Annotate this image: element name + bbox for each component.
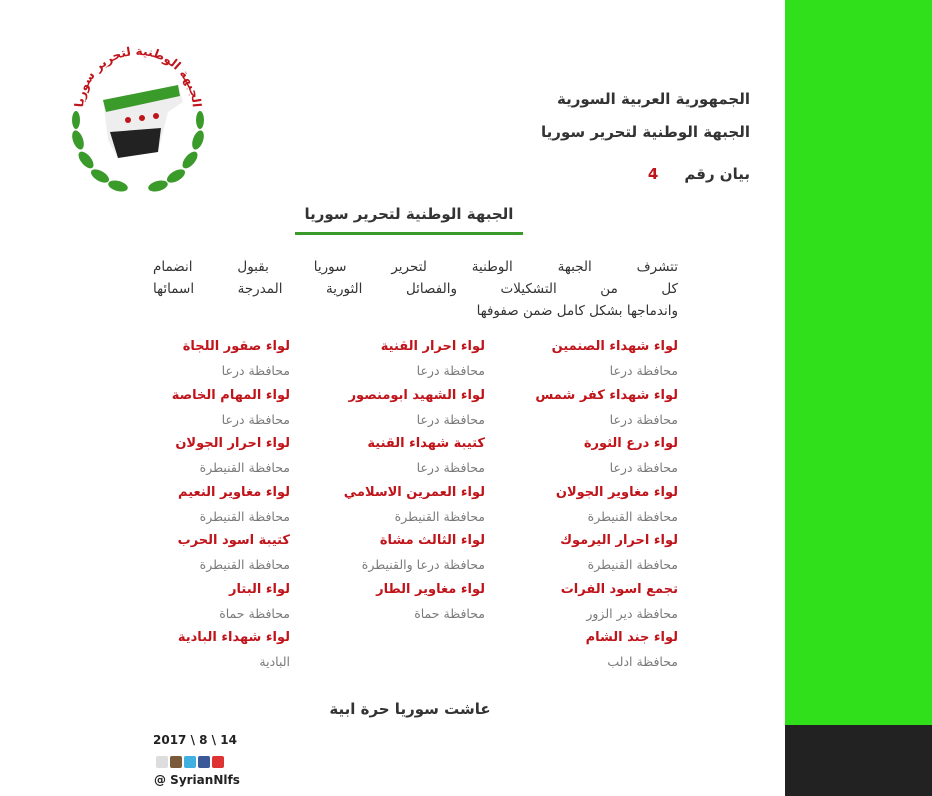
faction-item [290,432,485,481]
statement-label: بيان رقم [684,165,750,183]
faction-name: لواء البتار [229,581,290,597]
green-side-bar [785,0,932,725]
paragraph-line: واندماجها بشكل كامل ضمن صفوفها [476,303,678,319]
faction-item [290,481,485,530]
faction-item [290,529,485,578]
faction-name: لواء مغاوير الطار [376,581,485,597]
faction-governorate: محافظة درعا [609,460,678,475]
faction-name: لواء احرار الجولان [175,436,290,451]
faction-governorate: محافظة ادلب [607,654,678,669]
faction-item [95,578,290,627]
faction-governorate: محافظة القنيطرة [587,557,678,572]
social-icons [156,756,224,768]
document-title: الجبهة الوطنية لتحرير سوريا [304,205,514,223]
faction-name: لواء مغاوير الجولان [555,484,678,500]
faction-item [483,626,678,675]
faction-item [483,529,678,578]
faction-name: لواء صقور اللجاة [182,339,290,354]
faction-item [95,384,290,433]
faction-column-left [95,335,290,675]
faction-name: كتيبة شهداء القنية [367,436,485,451]
faction-governorate: محافظة درعا [221,411,290,427]
faction-column-middle [290,335,485,626]
faction-name: لواء احرار القنية [380,339,485,354]
statement-number: 4 [647,165,659,183]
faction-item [95,481,290,530]
faction-governorate: محافظة القنيطرة [587,508,678,524]
youtube-icon [212,756,224,768]
faction-governorate: البادية [259,654,290,669]
faction-name: لواء احرار اليرموك [560,533,678,548]
faction-governorate: محافظة درعا [609,411,678,427]
facebook-icon [198,756,210,768]
logo-text: الجبهة الوطنية لتحرير سوريا [72,43,204,108]
faction-governorate: محافظة القنيطرة [199,460,290,475]
faction-governorate: محافظة درعا [609,363,678,378]
faction-name: لواء الثالث مشاة [379,533,485,548]
faction-governorate: محافظة درعا [416,460,485,475]
faction-name: لواء شهداء البادية [177,630,290,645]
twitter-icon [184,756,196,768]
title-underline [295,232,523,235]
faction-governorate: محافظة دير الزور [586,605,678,621]
paragraph-line: كل من التشكيلات والفصائل الثورية المدرجة اسمائها [153,281,678,297]
faction-governorate: محافظة القنيطرة [199,557,290,572]
header-front: الجبهة الوطنية لتحرير سوريا [541,123,750,141]
faction-name: كتيبة اسود الحرب [177,533,290,548]
faction-name: لواء شهداء الصنمين [551,339,678,354]
mail-icon [156,756,168,768]
faction-governorate: محافظة القنيطرة [199,508,290,524]
faction-item [290,335,485,384]
faction-governorate: محافظة درعا والقنيطرة [361,557,485,572]
faction-governorate: محافظة درعا [416,363,485,378]
faction-item [483,432,678,481]
faction-governorate: محافظة درعا [221,363,290,378]
faction-governorate: محافظة حماة [414,605,485,621]
faction-name: لواء مغاوير النعيم [178,484,290,500]
faction-name: لواء جند الشام [585,630,678,645]
faction-name: لواء العمرين الاسلامي [343,484,485,500]
paragraph-line: تتشرف الجبهة الوطنية لتحرير سوريا بقبول انضمام [153,259,678,275]
faction-name: لواء درع الثورة [583,436,678,451]
instagram-icon [170,756,182,768]
social-handle: @ SyrianNlfs [154,773,240,787]
faction-name: لواء الشهيد ابومنصور [348,387,485,403]
faction-governorate: محافظة حماة [219,605,290,621]
faction-item [483,384,678,433]
front-logo [58,40,218,200]
faction-item [483,481,678,530]
faction-item [290,384,485,433]
date: 2017 \ 8 \ 14 [153,733,237,747]
faction-item [95,335,290,384]
header-statement [648,165,750,183]
faction-item [95,529,290,578]
faction-item [483,335,678,384]
faction-governorate: محافظة القنيطرة [394,508,485,524]
faction-item [95,432,290,481]
faction-name: تجمع اسود الفرات [560,581,678,597]
faction-item [483,578,678,627]
faction-governorate: محافظة درعا [416,411,485,427]
faction-name: لواء شهداء كفر شمس [535,387,678,403]
closing-slogan: عاشت سوريا حرة ابية [329,700,491,718]
faction-item [290,578,485,627]
header-country: الجمهورية العربية السورية [557,90,750,108]
intro-paragraph [153,256,678,322]
faction-name: لواء المهام الخاصة [171,387,290,403]
faction-column-right [483,335,678,675]
dark-side-bar [785,725,932,796]
faction-item [95,626,290,675]
